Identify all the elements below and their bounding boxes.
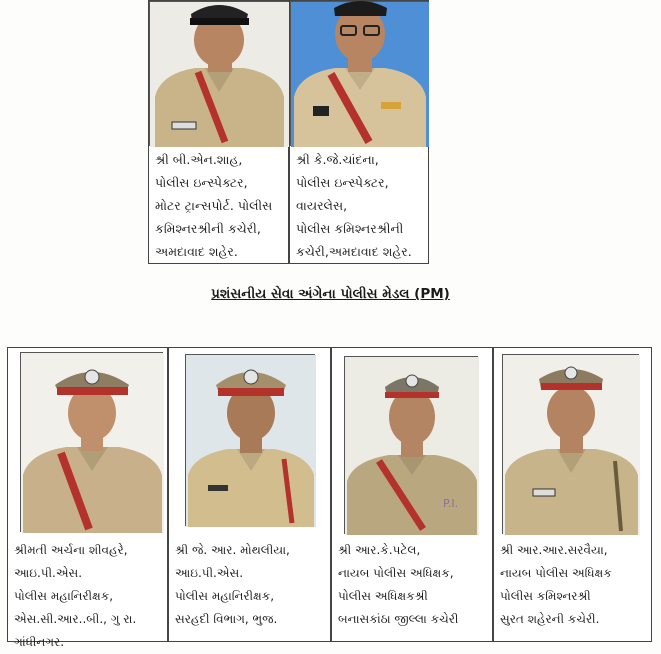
officer-card-bottom-1 [7,347,168,649]
officer-name: શ્રી જે. આર. મોથલીયા, [175,543,290,557]
officer-rank: પોલીસ ઇન્સ્પેક્ટર, [296,175,389,190]
officer-rank: પોલીસ મહાનિરીક્ષક, [175,589,275,603]
officer-unit: સરહદી વિભાગ, ભુજ. [175,612,278,626]
officer-name: શ્રી કે.જે.ચાંદના, [296,152,379,167]
officer-caption [169,538,330,641]
officer-caption [8,538,167,649]
officer-rank: નાયબ પોલીસ અધિક્ષક [500,566,612,580]
officer-card-bottom-4 [493,347,652,642]
officer-caption [290,147,428,265]
officer-photo [149,1,288,146]
officer-photo [502,354,639,534]
officer-office: કમિશ્નરશ્રીની કચેરી, [155,221,261,236]
officer-unit: એસ.સી.આર..બી., ગુ રા. [14,612,137,626]
officer-card-top-2 [289,0,429,264]
officer-service: આઇ.પી.એસ. [14,566,83,580]
officer-photo [344,356,478,534]
officer-unit: સુરત શહેરની કચેરી. [500,612,600,626]
officer-rank: નાયબ પોલીસ અધિક્ષક, [338,566,454,580]
officer-rank: પોલીસ મહાનિરીક્ષક, [14,589,114,603]
section-heading: પ્રશંસનીય સેવા અંગેના પોલીસ મેડલ (PM) [211,286,450,302]
officer-rank: પોલીસ ઇન્સ્પેક્ટર, [155,175,248,190]
officer-office: પોલીસ કમિશ્નરશ્રી [500,589,591,603]
officer-unit: વાયરલેસ, [296,198,348,213]
officer-photo [185,354,315,526]
svg-text:P.I.: P.I. [443,497,459,510]
officer-photo [20,352,163,532]
officer-photo [290,1,428,146]
officer-card-bottom-3 [331,347,493,642]
officer-unit: બનાસકાંઠા જીલ્લા કચેરી [338,612,459,626]
officer-card-top-1 [148,0,289,264]
officer-caption [494,538,651,641]
officer-caption [149,147,288,265]
officer-caption [332,538,492,641]
officer-unit: મોટર ટ્રાન્સપોર્ટ. પોલીસ [155,198,273,213]
officer-city: કચેરી,અમદાવાદ શહેર. [296,244,412,259]
officer-office: પોલીસ કમિશ્નરશ્રીની [296,221,404,236]
officer-name: શ્રીમતી અર્ચના શીવહરે, [14,543,128,557]
officer-city: અમદાવાદ શહેર. [155,244,238,259]
officer-name: શ્રી આર.આર.સરવૈયા, [500,543,608,557]
officer-card-bottom-2 [168,347,331,642]
officer-name: શ્રી આર.કે.પટેલ, [338,543,421,557]
officer-office: પોલીસ અધિક્ષકશ્રી [338,589,428,603]
officer-city: ગાંધીનગર. [14,635,65,649]
officer-name: શ્રી બી.એન.શાહ, [155,152,243,167]
officer-service: આઇ.પી.એસ. [175,566,244,580]
